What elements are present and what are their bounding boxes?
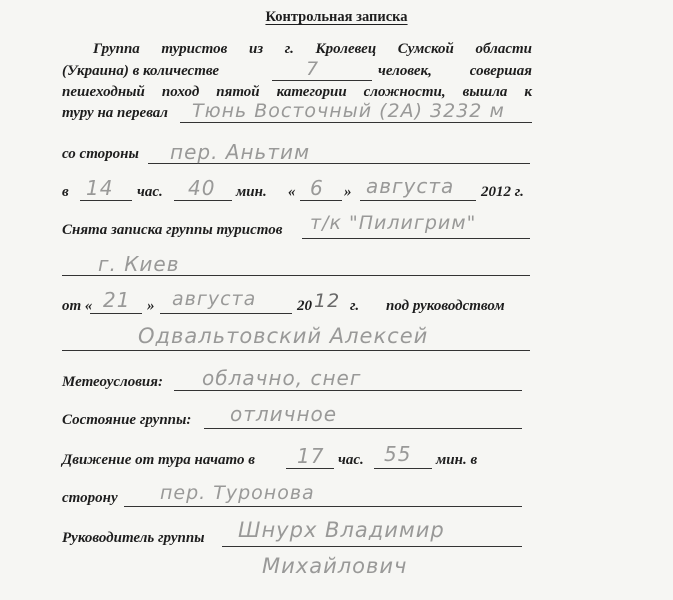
year2-suffix: г. [350, 298, 360, 314]
day2-handwritten: 21 [103, 288, 131, 312]
move-minute-handwritten: 55 [384, 442, 412, 466]
removed-by-label: Снята записка группы туристов [62, 222, 283, 238]
move-minute-unit: мин. в [436, 452, 478, 468]
move-hour-unit: час. [338, 452, 364, 468]
from-date-label: от « [62, 298, 93, 314]
para-line-2a: (Украина) в количестве [62, 63, 220, 79]
side-label: со стороны [62, 146, 139, 162]
para-line-3: пешеходный поход пятой категории сложности, вышла к [62, 84, 532, 100]
minute-blank [174, 200, 232, 201]
leadership-label: под руководством [386, 298, 505, 314]
time-prefix: в [62, 184, 69, 200]
day2-blank [90, 313, 142, 314]
leader2-handwritten: Одвальтовский Алексей [138, 324, 429, 348]
weather-blank [174, 390, 522, 391]
group-name-handwritten: т/к "Пилигрим" [310, 212, 477, 234]
day-open-quote: « [288, 184, 296, 200]
month2-blank [160, 313, 292, 314]
move-minute-blank [374, 468, 432, 469]
day2-close-quote: » [147, 298, 155, 314]
minute-unit: мин. [236, 184, 267, 200]
weather-label: Метеоусловия: [62, 374, 163, 390]
para-line-1: Группа туристов из г. Кролевец Сумской области [93, 41, 532, 57]
group-name-blank [302, 238, 530, 239]
weather-handwritten: облачно, снег [202, 366, 362, 390]
document-title: Контрольная записка [265, 9, 408, 25]
group-city-handwritten: г. Киев [98, 252, 180, 276]
hour-blank [80, 200, 132, 201]
day-handwritten: 6 [310, 176, 324, 200]
move-hour-blank [286, 468, 334, 469]
year-printed: 2012 г. [481, 184, 524, 200]
month-blank [360, 200, 476, 201]
day-blank [300, 200, 342, 201]
side-handwritten: пер. Аньтим [170, 140, 311, 164]
leader-blank [222, 546, 522, 547]
year2-prefix: 20 [297, 298, 312, 314]
people-count-blank [272, 80, 372, 81]
direction-label: сторону [62, 490, 118, 506]
leader-handwritten-line2: Михайлович [262, 554, 408, 578]
leader-label: Руководитель группы [62, 530, 205, 546]
hour-unit: час. [137, 184, 163, 200]
month2-handwritten: августа [172, 288, 257, 310]
move-hour-handwritten: 17 [297, 444, 325, 468]
state-label: Состояние группы: [62, 412, 192, 428]
pass-name-handwritten: Тюнь Восточный (2А) 3232 м [192, 100, 505, 122]
movement-label: Движение от тура начато в [62, 452, 255, 468]
para-line-2b: человек, совершая [378, 63, 532, 79]
direction-handwritten: пер. Туронова [160, 482, 315, 504]
minute-handwritten: 40 [188, 176, 216, 200]
leader-handwritten-line1: Шнурх Владимир [238, 518, 445, 542]
hour-handwritten: 14 [86, 176, 114, 200]
state-blank [204, 428, 522, 429]
day-close-quote: » [344, 184, 352, 200]
state-handwritten: отличное [230, 402, 338, 426]
people-count-handwritten: 7 [306, 58, 320, 80]
para-line-4-label: туру на перевал [62, 105, 168, 121]
year2-handwritten: 12 [314, 290, 341, 312]
pass-name-blank [180, 122, 532, 123]
leader2-blank [62, 350, 530, 351]
direction-blank [124, 506, 522, 507]
month-handwritten: августа [366, 174, 455, 198]
